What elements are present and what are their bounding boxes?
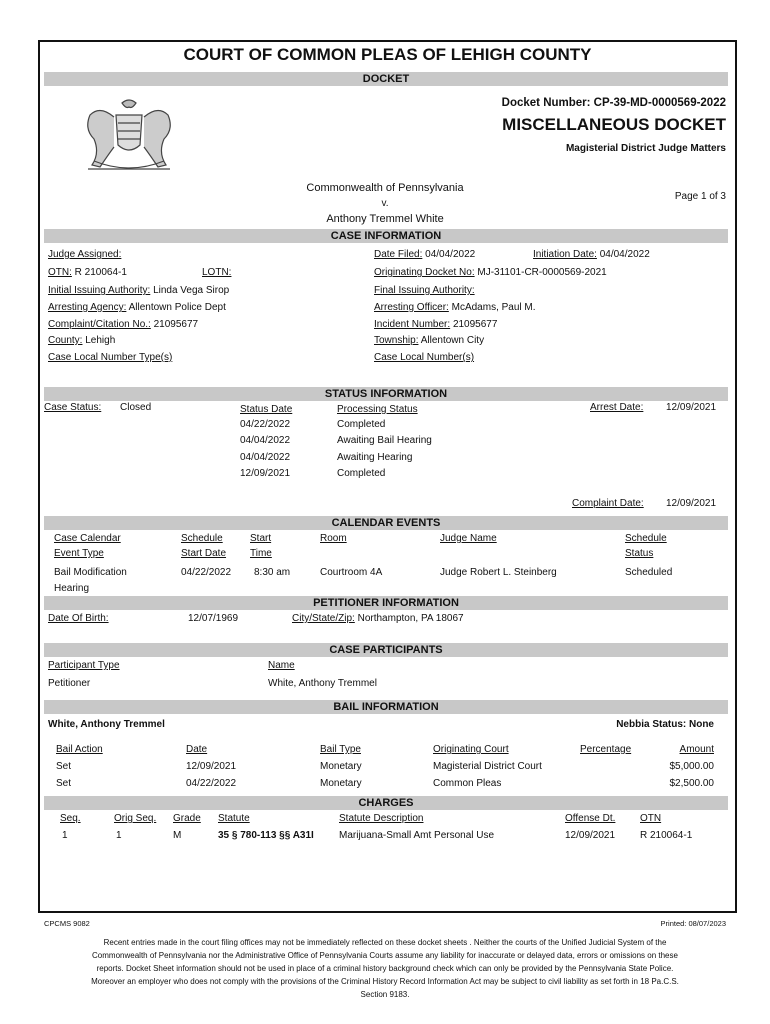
charge-description: Marijuana-Small Amt Personal Use [339, 830, 495, 841]
status-info-band: STATUS INFORMATION [44, 387, 728, 401]
complaint-date-label: Complaint Date: [572, 498, 644, 509]
arresting-agency: Allentown Police Dept [128, 302, 226, 313]
calendar-judge: Judge Robert L. Steinberg [440, 567, 557, 578]
calendar-judge-header: Judge Name [440, 533, 497, 544]
initiation-date: 04/04/2022 [599, 249, 650, 260]
charge-grade-header: Grade [173, 813, 201, 824]
pennsylvania-seal-icon [74, 95, 184, 175]
bail-row-court: Magisterial District Court [433, 761, 542, 772]
charges-band: CHARGES [44, 796, 728, 810]
lotn-label: LOTN: [202, 267, 232, 278]
case-status-label: Case Status: [44, 402, 102, 413]
bail-row-court: Common Pleas [433, 778, 502, 789]
charge-orig-seq-header: Orig Seq. [114, 813, 157, 824]
calendar-start-header: Start [250, 533, 272, 544]
charge-offense-date: 12/09/2021 [565, 830, 616, 841]
docket-band: DOCKET [44, 72, 728, 86]
initial-authority-label: Initial Issuing Authority: [48, 285, 151, 296]
calendar-status-header: Status [625, 548, 654, 559]
charge-seq-header: Seq. [60, 813, 81, 824]
arrest-date: 12/09/2021 [666, 402, 717, 413]
docket-number: Docket Number: CP-39-MD-0000569-2022 [501, 97, 726, 109]
status-row-status: Completed [337, 468, 386, 479]
participant-type: Petitioner [48, 678, 91, 689]
processing-status-header: Processing Status [337, 404, 418, 415]
calendar-room: Courtroom 4A [320, 567, 383, 578]
arresting-officer-label: Arresting Officer: [374, 302, 449, 313]
charge-otn-header: OTN [640, 813, 662, 824]
bail-action-header: Bail Action [56, 744, 103, 755]
township-label: Township: [374, 335, 419, 346]
bail-row-action: Set [56, 778, 72, 789]
participant-type-header: Participant Type [48, 660, 120, 671]
calendar-time: 8:30 am [254, 567, 291, 578]
disclaimer: Recent entries made in the court filing offices may not be immediately reflected on these docket sheets . Neither the courts of the Unified Judicial System of the Commonwealth of Pennsylvania nor the Administrative Office of Pennsylvania Courts assume any liability for inaccurate or delayed data, errors or omissions on these reports. Docket Sheet information should not be used in place of a criminal history background check which can only be provided by the Pennsylvania State Police. Moreover an employer who does not comply with the provisions of the Criminal History Record Information Act may be subject to civil liability as set forth in 18 Pa.C.S. Section 9183. [91, 938, 679, 999]
dob: 12/07/1969 [188, 613, 239, 624]
participant-name-header: Name [268, 660, 295, 671]
date-filed-label: Date Filed: [374, 249, 423, 260]
participants-band: CASE PARTICIPANTS [44, 643, 728, 657]
date-filed: 04/04/2022 [425, 249, 476, 260]
incident-label: Incident Number: [374, 319, 451, 330]
calendar-date: 04/22/2022 [181, 567, 232, 578]
bail-row-date: 04/22/2022 [186, 778, 237, 789]
bail-person: White, Anthony Tremmel [48, 719, 165, 730]
bail-row-type: Monetary [320, 761, 362, 772]
calendar-band: CALENDAR EVENTS [44, 516, 728, 530]
charge-offense-date-header: Offense Dt. [565, 813, 616, 824]
caption-defendant: Anthony Tremmel White [326, 213, 444, 225]
status-row-date: 04/04/2022 [240, 435, 291, 446]
bail-row-amount: $5,000.00 [669, 761, 714, 772]
status-row-date: 12/09/2021 [240, 468, 291, 479]
calendar-event-type: Bail Modification [54, 567, 127, 578]
caption-plaintiff: Commonwealth of Pennsylvania [306, 182, 464, 194]
arresting-agency-label: Arresting Agency: [48, 302, 127, 313]
docket-type: MISCELLANEOUS DOCKET [502, 115, 726, 134]
calendar-schedule-header: Schedule [181, 533, 223, 544]
case-info-band: CASE INFORMATION [44, 229, 728, 243]
case-status: Closed [120, 402, 152, 413]
county-label: County: [48, 335, 83, 346]
status-date-header: Status Date [240, 404, 293, 415]
originating-docket-label: Originating Docket No: [374, 267, 475, 278]
initiation-date-label: Initiation Date: [533, 249, 597, 260]
city-label: City/State/Zip: [292, 613, 355, 624]
page-number: Page 1 of 3 [674, 191, 726, 202]
docket-subtitle: Magisterial District Judge Matters [565, 143, 726, 154]
township: Allentown City [420, 335, 485, 346]
city: Northampton, PA 18067 [357, 613, 464, 624]
status-row-date: 04/04/2022 [240, 452, 291, 463]
bail-type-header: Bail Type [320, 744, 361, 755]
bail-band: BAIL INFORMATION [44, 700, 728, 714]
case-local-type-label: Case Local Number Type(s) [48, 352, 173, 363]
originating-docket: MJ-31101-CR-0000569-2021 [477, 267, 607, 278]
charge-orig-seq: 1 [116, 830, 122, 841]
bail-date-header: Date [186, 744, 208, 755]
initial-authority: Linda Vega Sirop [153, 285, 230, 296]
arresting-officer: McAdams, Paul M. [451, 302, 536, 313]
form-number: CPCMS 9082 [44, 919, 90, 928]
case-local-number-label: Case Local Number(s) [374, 352, 475, 363]
calendar-event-header: Event Type [54, 548, 104, 559]
calendar-schedule-header: Start Date [181, 548, 227, 559]
charge-statute-header: Statute [218, 813, 250, 824]
calendar-status-header: Schedule [625, 533, 667, 544]
incident-number: 21095677 [452, 319, 498, 330]
bail-court-header: Originating Court [433, 744, 509, 755]
participant-name: White, Anthony Tremmel [268, 678, 377, 689]
county: Lehigh [85, 335, 116, 346]
nebbia-status: Nebbia Status: None [616, 719, 714, 730]
otn-value: R 210064-1 [74, 267, 127, 278]
status-row-date: 04/22/2022 [240, 419, 291, 430]
charge-description-header: Statute Description [339, 813, 424, 824]
otn-label: OTN: [48, 267, 72, 278]
calendar-event-type: Hearing [54, 583, 90, 594]
judge-assigned-label: Judge Assigned: [48, 249, 122, 260]
bail-row-date: 12/09/2021 [186, 761, 237, 772]
petitioner-band: PETITIONER INFORMATION [44, 596, 728, 610]
calendar-status: Scheduled [625, 567, 673, 578]
complaint-number: 21095677 [153, 319, 199, 330]
court-title: COURT OF COMMON PLEAS OF LEHIGH COUNTY [183, 45, 592, 64]
bail-amount-header: Amount [679, 744, 714, 755]
calendar-start-header: Time [250, 548, 272, 559]
caption-versus: v. [381, 198, 389, 209]
charge-otn: R 210064-1 [640, 830, 693, 841]
bail-row-amount: $2,500.00 [669, 778, 714, 789]
charge-grade: M [173, 830, 182, 841]
printed-date: Printed: 08/07/2023 [660, 919, 726, 928]
arrest-date-label: Arrest Date: [590, 402, 644, 413]
charge-seq: 1 [62, 830, 68, 841]
charge-statute: 35 § 780-113 §§ A31I [218, 830, 314, 841]
status-row-status: Awaiting Hearing [337, 452, 413, 463]
status-row-status: Awaiting Bail Hearing [337, 435, 432, 446]
complaint-date: 12/09/2021 [666, 498, 717, 509]
bail-row-action: Set [56, 761, 72, 772]
dob-label: Date Of Birth: [48, 613, 109, 624]
complaint-label: Complaint/Citation No.: [48, 319, 151, 330]
bail-row-type: Monetary [320, 778, 362, 789]
bail-percentage-header: Percentage [580, 744, 632, 755]
calendar-room-header: Room [320, 533, 347, 544]
status-row-status: Completed [337, 419, 386, 430]
final-authority-label: Final Issuing Authority: [374, 285, 475, 296]
calendar-event-header: Case Calendar [54, 533, 121, 544]
